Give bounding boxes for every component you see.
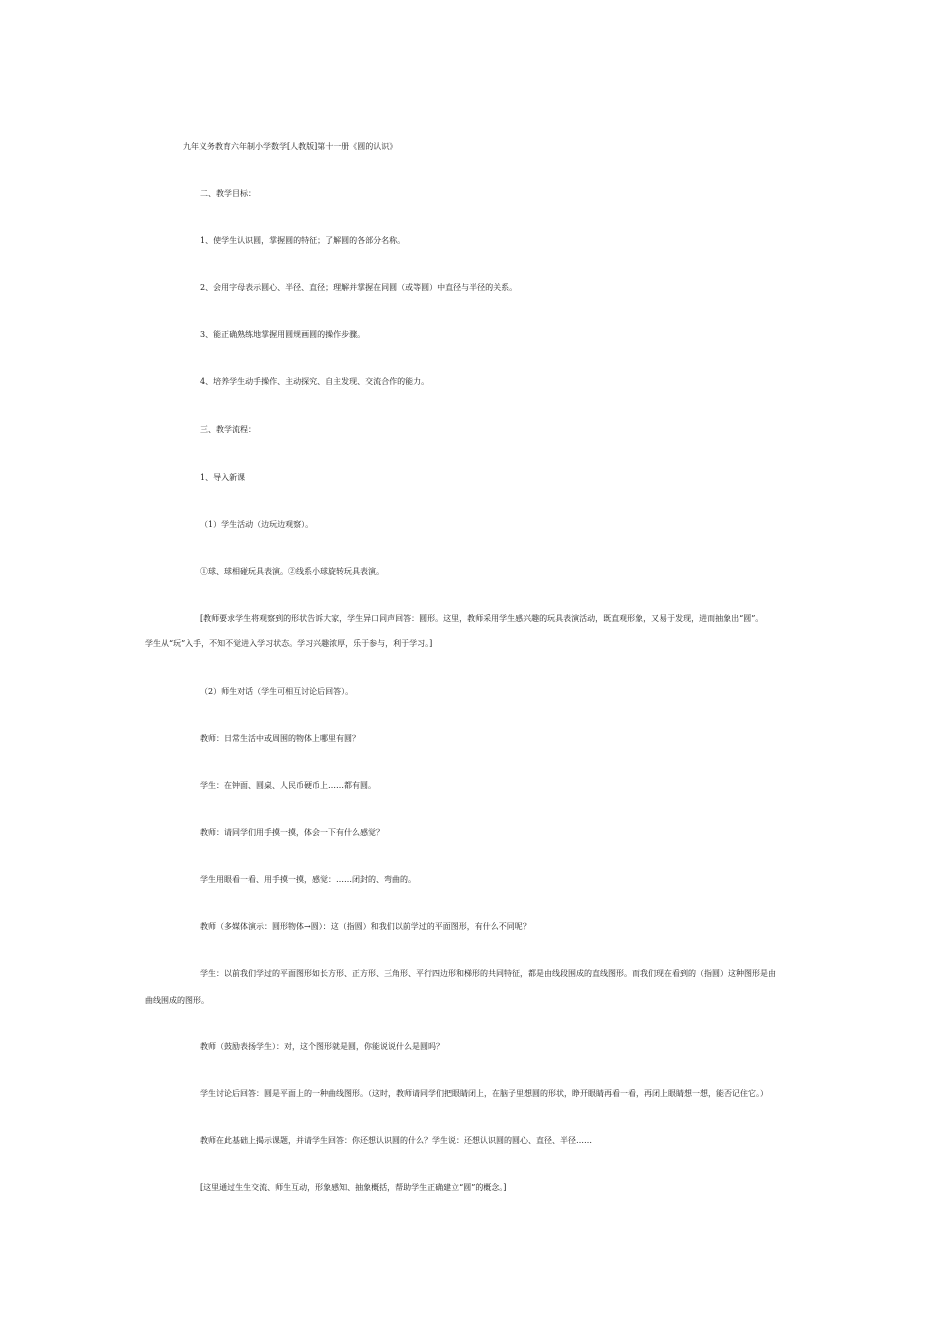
paragraph: 学生：在钟面、圆桌、人民币硬币上……都有圆。 [200,781,376,790]
paragraph: 学生用眼看一看、用手摸一摸，感觉：……闭封的、弯曲的。 [200,875,416,884]
subsection-heading: 1、导入新课 [200,473,246,482]
paragraph: 教师：日常生活中或周围的物体上哪里有圆？ [200,734,360,743]
paragraph: （2）师生对话（学生可相互讨论后回答）。 [200,687,354,696]
paragraph: 教师（鼓励表扬学生）：对，这个图形就是圆，你能说说什么是圆吗？ [200,1042,444,1051]
objective-item: 3、能正确熟练地掌握用圆规画圆的操作步骤。 [200,330,366,339]
paragraph-line: 学生：以前我们学过的平面图形如长方形、正方形、三角形、平行四边形和梯形的共同特征，都是由线段围成的直线图形。而我们现在看到的（指圆）这种图形是由 [200,969,776,978]
paragraph: （1）学生活动（边玩边观察）。 [200,520,314,529]
paragraph: 学生讨论后回答：圆是平面上的一种曲线图形。（这时，教师请同学们把眼睛闭上，在脑子里想圆的形状，睁开眼睛再看一看，再闭上眼睛想一想，能否记住它。） [200,1089,768,1098]
objective-item: 2、会用字母表示圆心、半径、直径；理解并掌握在同圆（或等圆）中直径与半径的关系。 [200,283,518,292]
paragraph-note-line: [教师要求学生将观察到的形状告诉大家，学生异口同声回答：圆形。这里，教师采用学生感兴趣的玩具表演活动，既直观形象，又易于发现，进而抽象出“圆”。 [200,614,764,623]
paragraph: ①球、球相碰玩具表演。②线系小球旋转玩具表演。 [200,567,384,576]
objective-item: 4、培养学生动手操作、主动探究、自主发现、交流合作的能力。 [200,377,430,386]
paragraph-note-line: 学生从“玩”入手，不知不觉进入学习状态。学习兴趣浓厚，乐于参与，利于学习。] [145,639,433,648]
paragraph-line: 曲线围成的图形。 [145,996,209,1005]
paragraph: 教师（多媒体演示：圆形物体→圆）：这（指圆）和我们以前学过的平面图形，有什么不同呢？ [200,922,531,931]
paragraph: 教师：请同学们用手摸一摸，体会一下有什么感觉？ [200,828,384,837]
paragraph: [这里通过生生交流、师生互动，形象感知、抽象概括，帮助学生正确建立“圆”的概念。] [200,1183,507,1192]
document-title: 九年义务教育六年制小学数学[人教版]第十一册《圆的认识》 [183,142,398,151]
section-heading-objectives: 二、教学目标： [200,189,256,198]
section-heading-process: 三、教学流程： [200,425,256,434]
paragraph: 教师在此基础上揭示课题，并请学生回答：你还想认识圆的什么？学生说：还想认识圆的圆心、直径、半径…… [200,1136,592,1145]
objective-item: 1、使学生认识圆，掌握圆的特征；了解圆的各部分名称。 [200,236,406,245]
